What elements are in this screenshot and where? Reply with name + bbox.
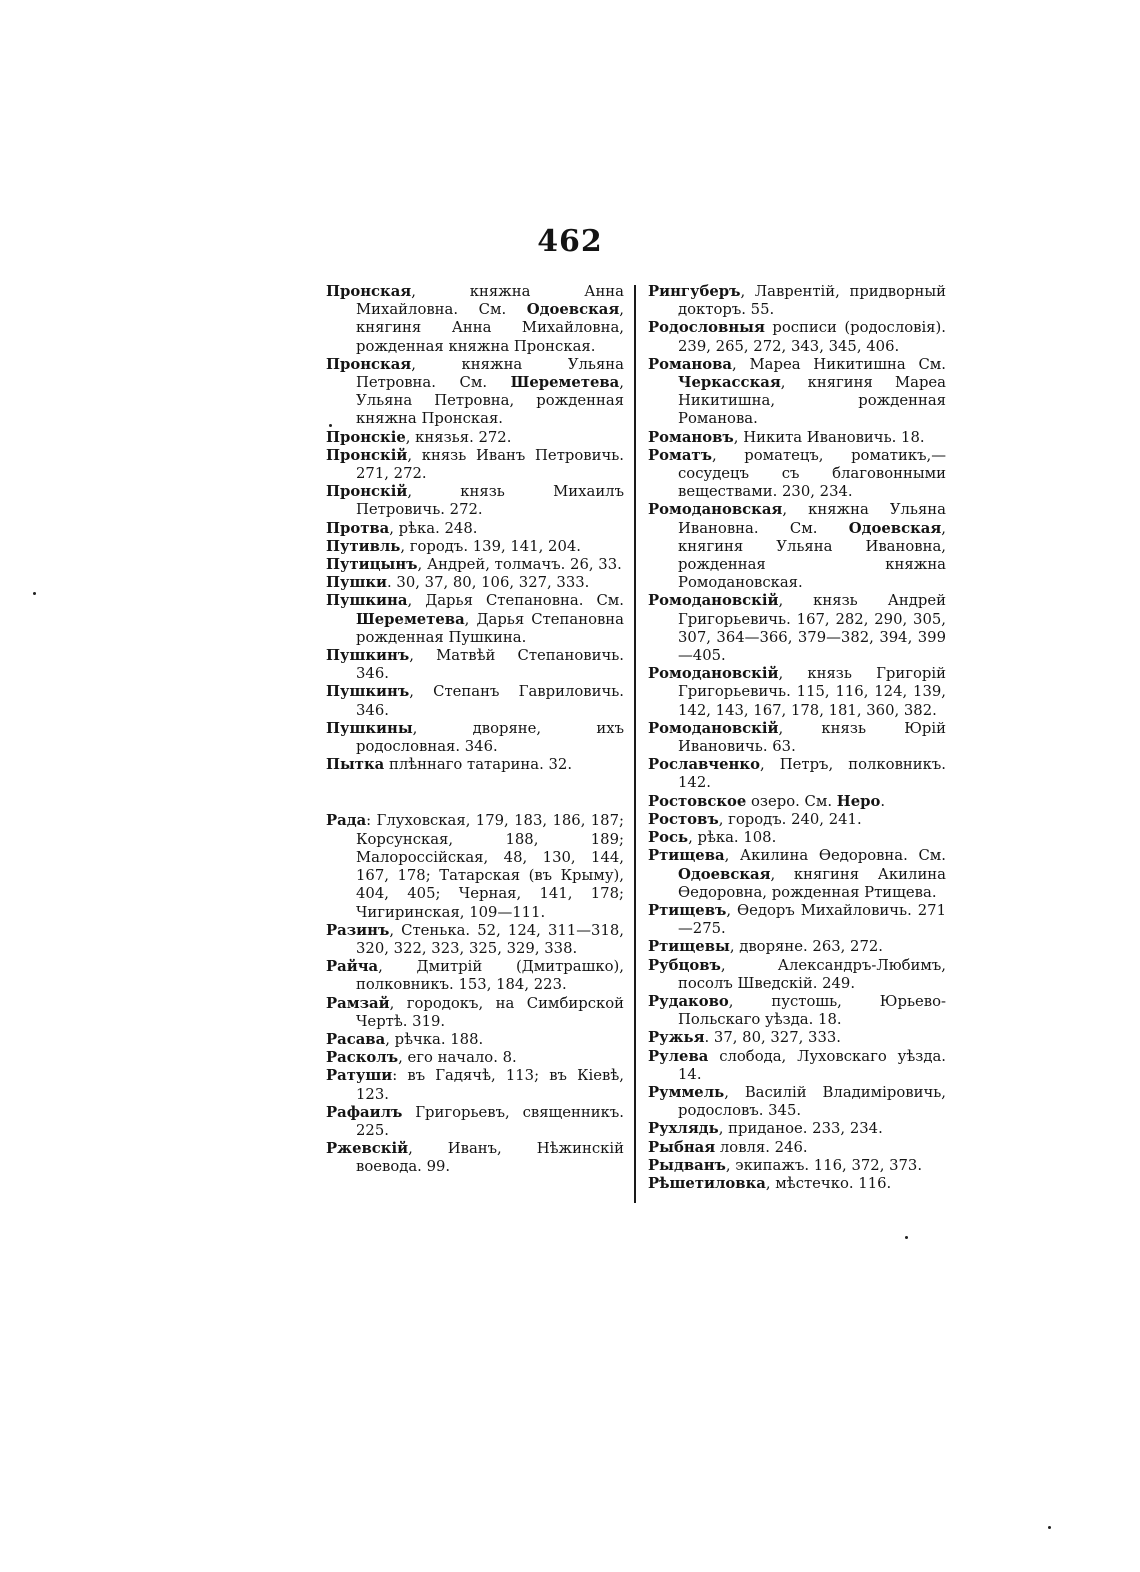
entry-cross-reference: Шереметева bbox=[510, 374, 620, 392]
entry-text: : Глуховская, 179, 183, 186, 187; Корсунская, 188, 189; Малороссійская, 48, 130, 144, 167, 178; Татарская (въ Крыму), 404, 405; Черная, 141, 178; Чигиринская, 109—111. bbox=[356, 812, 624, 921]
entry-headword: Пушкины bbox=[326, 719, 413, 737]
entry-text: , Ульяна Петровна, рожденная княжна Пронская. bbox=[356, 374, 624, 428]
index-entry bbox=[326, 922, 624, 958]
entry-text: , княгиня Ульяна Ивановна, рожденная княжна Ромодановская. bbox=[678, 519, 946, 592]
entry-text: , княжна Ульяна Ивановна. См. bbox=[678, 501, 946, 537]
entry-headword: Райча bbox=[326, 958, 379, 976]
entry-text: , Лаврентій, придворный докторъ. 55. bbox=[678, 283, 946, 319]
entry-headword: Рухлядь bbox=[648, 1120, 719, 1138]
index-entry bbox=[326, 812, 624, 921]
entry-text: , Дарья Степановна. См. bbox=[407, 592, 624, 610]
index-entry bbox=[326, 592, 624, 647]
entry-text: , рѣка. 248. bbox=[389, 519, 478, 537]
entry-headword: Ромодановскій bbox=[648, 719, 779, 737]
print-speck bbox=[33, 592, 36, 595]
index-entry bbox=[648, 356, 946, 429]
index-entry bbox=[648, 1139, 946, 1157]
entry-text: , Иванъ, Нѣжинскій воевода. 99. bbox=[356, 1140, 624, 1176]
entry-cross-reference: Одоевская bbox=[848, 519, 942, 537]
index-entry bbox=[326, 1049, 624, 1067]
entry-text: . bbox=[880, 792, 886, 810]
entry-text: , его начало. 8. bbox=[398, 1049, 517, 1067]
entry-text: , Стенька. 52, 124, 311—318, 320, 322, 323, 325, 329, 338. bbox=[356, 921, 624, 957]
index-entry bbox=[648, 993, 946, 1029]
entry-text: ловля. 246. bbox=[715, 1138, 808, 1156]
entry-headword: Родословныя bbox=[648, 319, 765, 337]
entry-headword: Ружья bbox=[648, 1029, 705, 1047]
index-entry bbox=[326, 1104, 624, 1140]
index-column-right bbox=[648, 283, 946, 1193]
entry-text: , Никита Ивановичь. 18. bbox=[733, 428, 925, 446]
entry-headword: Рубцовъ bbox=[648, 956, 721, 974]
entry-headword: Рулева bbox=[648, 1047, 709, 1065]
entry-text: . 37, 80, 327, 333. bbox=[704, 1029, 841, 1047]
entry-headword: Расава bbox=[326, 1030, 386, 1048]
index-entry bbox=[326, 283, 624, 356]
entry-text: , роматецъ, роматикъ,—сосудецъ съ благовонными веществами. 230, 234. bbox=[678, 446, 946, 501]
entry-text: , князья. 272. bbox=[405, 428, 512, 446]
entry-headword: Рада bbox=[326, 812, 367, 830]
index-entry bbox=[648, 1084, 946, 1120]
entry-headword: Пытка bbox=[326, 756, 385, 774]
entry-cross-reference: Одоевская bbox=[678, 865, 771, 883]
entry-text: , Мареа Никитишна См. bbox=[732, 355, 946, 373]
entry-headword: Ратуши bbox=[326, 1067, 393, 1085]
entry-headword: Ромодановскій bbox=[648, 592, 779, 610]
entry-headword: Рамзай bbox=[326, 994, 390, 1012]
index-entry bbox=[648, 501, 946, 592]
entry-headword: Ромодановскій bbox=[648, 665, 779, 683]
index-entry bbox=[648, 720, 946, 756]
entry-text: слобода, Луховскаго уѣзда. 14. bbox=[678, 1047, 946, 1083]
index-entry bbox=[648, 811, 946, 829]
entry-headword: Ртищева bbox=[648, 847, 725, 865]
entry-text: , рѣка. 108. bbox=[688, 829, 777, 847]
entry-text: , Дарья Степановна рожденная Пушкина. bbox=[356, 610, 624, 646]
entry-headword: Рингуберъ bbox=[648, 283, 741, 300]
index-entry bbox=[326, 756, 624, 774]
index-entry bbox=[326, 447, 624, 483]
entry-text: , Өедоръ Михайловичь. 271—275. bbox=[678, 901, 946, 938]
entry-headword: Рудаково bbox=[648, 992, 729, 1010]
index-entry bbox=[648, 665, 946, 720]
entry-headword: Рафаилъ bbox=[326, 1103, 403, 1121]
entry-text: , Степанъ Гавриловичь. 346. bbox=[356, 683, 624, 719]
index-entry bbox=[648, 1175, 946, 1193]
entry-headword: Ромодановская bbox=[648, 501, 783, 519]
index-entry bbox=[326, 356, 624, 429]
entry-text: , рѣчка. 188. bbox=[385, 1030, 484, 1048]
entry-headword: Пронскій bbox=[326, 446, 408, 464]
entry-headword: Ржевскій bbox=[326, 1140, 409, 1158]
index-entry bbox=[326, 683, 624, 719]
index-entry bbox=[648, 902, 946, 938]
entry-text: , дворяне. 263, 272. bbox=[729, 938, 883, 956]
entry-headword: Расколъ bbox=[326, 1049, 399, 1067]
entry-headword: Ртищевъ bbox=[648, 901, 727, 919]
entry-headword: Пронская bbox=[326, 355, 412, 373]
entry-text: , городъ. 240, 241. bbox=[718, 810, 862, 828]
index-entry bbox=[648, 957, 946, 993]
entry-text: , Дмитрій (Дмитрашко), полковникъ. 153, 184, 223. bbox=[356, 958, 624, 994]
entry-text: озеро. См. bbox=[746, 792, 837, 810]
entry-text: , князь Михаилъ Петровичь. 272. bbox=[356, 483, 624, 519]
index-entry bbox=[648, 1157, 946, 1175]
entry-headword: Рыдванъ bbox=[648, 1156, 726, 1174]
index-entry bbox=[326, 1031, 624, 1049]
entry-headword: Пронская bbox=[326, 283, 412, 300]
entry-headword: Путивль bbox=[326, 537, 401, 555]
entry-cross-reference: Одоевская bbox=[526, 301, 620, 319]
entry-headword: Ростовъ bbox=[648, 810, 719, 828]
entry-text: Григорьевъ, священникъ. 225. bbox=[356, 1103, 624, 1139]
index-entry bbox=[648, 793, 946, 811]
entry-text: , князь Григорій Григорьевичь. 115, 116, 124, 139, 142, 143, 167, 178, 181, 360, 382. bbox=[678, 665, 946, 719]
entry-text: , дворяне, ихъ родословная. 346. bbox=[356, 719, 624, 756]
index-entry bbox=[326, 995, 624, 1031]
index-entry bbox=[326, 520, 624, 538]
entry-headword: Рѣшетиловка bbox=[648, 1174, 766, 1192]
index-entry bbox=[648, 319, 946, 355]
entry-headword: Пушкинъ bbox=[326, 647, 410, 665]
entry-headword: Разинъ bbox=[326, 921, 390, 939]
entry-headword: Протва bbox=[326, 519, 390, 537]
entry-headword: Ртищевы bbox=[648, 938, 730, 956]
entry-headword: Романова bbox=[648, 355, 733, 373]
index-entry bbox=[648, 756, 946, 792]
entry-headword: Рославченко bbox=[648, 756, 760, 774]
entry-headword: Ростовское bbox=[648, 792, 747, 810]
index-entry bbox=[648, 1120, 946, 1138]
index-entry bbox=[648, 1048, 946, 1084]
index-entry bbox=[648, 447, 946, 502]
entry-headword: Пушкинъ bbox=[326, 683, 410, 701]
index-entry bbox=[648, 429, 946, 447]
index-entry bbox=[648, 829, 946, 847]
index-entry bbox=[326, 429, 624, 447]
entry-headword: Пушки bbox=[326, 574, 388, 592]
index-entry bbox=[648, 938, 946, 956]
entry-text: , княгиня Анна Михайловна, рожденная княжна Пронская. bbox=[356, 301, 624, 355]
entry-text: , Василій Владиміровичь, родословъ. 345. bbox=[678, 1083, 946, 1120]
entry-text: , городокъ, на Симбирской Чертѣ. 319. bbox=[356, 994, 624, 1030]
entry-text: росписи (родословія). 239, 265, 272, 343, 345, 406. bbox=[678, 319, 946, 355]
entry-text: , Акилина Өедоровна. См. bbox=[724, 847, 946, 865]
entry-headword: Руммель bbox=[648, 1083, 725, 1101]
entry-headword: Пронскій bbox=[326, 483, 408, 501]
index-entry bbox=[326, 1067, 624, 1103]
entry-text: , экипажъ. 116, 372, 373. bbox=[725, 1156, 923, 1174]
entry-headword: Пронскіе bbox=[326, 428, 406, 446]
section-break bbox=[326, 774, 624, 812]
entry-text: , Петръ, полковникъ. 142. bbox=[678, 756, 946, 792]
print-speck bbox=[329, 424, 332, 427]
entry-cross-reference: Неро bbox=[836, 792, 881, 810]
index-entry bbox=[648, 592, 946, 665]
entry-text: , Александръ-Любимъ, посолъ Шведскій. 249. bbox=[678, 956, 946, 992]
index-entry bbox=[326, 538, 624, 556]
entry-text: , мѣстечко. 116. bbox=[765, 1174, 892, 1192]
index-entry bbox=[648, 1029, 946, 1047]
index-entry bbox=[648, 283, 946, 319]
entry-text: , князь Андрей Григорьевичь. 167, 282, 290, 305, 307, 364—366, 379—382, 394, 399—405. bbox=[678, 592, 946, 665]
index-entry bbox=[326, 1140, 624, 1176]
index-entry bbox=[326, 720, 624, 756]
entry-text: , княжна Анна Михайловна. См. bbox=[356, 283, 624, 319]
entry-headword: Роматъ bbox=[648, 446, 712, 464]
print-speck bbox=[1048, 1526, 1051, 1529]
entry-text: . 30, 37, 80, 106, 327, 333. bbox=[387, 574, 590, 592]
entry-headword: Рось bbox=[648, 829, 689, 847]
entry-headword: Пушкина bbox=[326, 592, 408, 610]
index-entry bbox=[326, 647, 624, 683]
entry-text: , княгиня Мареа Никитишна, рожденная Романова. bbox=[678, 374, 946, 428]
entry-headword: Романовъ bbox=[648, 428, 734, 446]
entry-text: : въ Гадячѣ, 113; въ Кіевѣ, 123. bbox=[356, 1067, 624, 1103]
entry-text: , Андрей, толмачъ. 26, 33. bbox=[417, 556, 622, 574]
entry-text: , пустошь, Юрьево-Польскаго уѣзда. 18. bbox=[678, 992, 946, 1029]
entry-text: , Матвѣй Степановичь. 346. bbox=[356, 647, 624, 683]
index-entry bbox=[648, 847, 946, 902]
index-entry bbox=[326, 574, 624, 592]
entry-cross-reference: Черкасская bbox=[678, 374, 781, 392]
index-entry bbox=[326, 556, 624, 574]
column-divider bbox=[634, 285, 636, 1203]
print-speck bbox=[905, 1236, 908, 1239]
entry-text: , городъ. 139, 141, 204. bbox=[400, 537, 581, 555]
entry-text: , княжна Ульяна Петровна. См. bbox=[356, 355, 624, 392]
entry-text: , князь Юрій Ивановичь. 63. bbox=[678, 719, 946, 756]
entry-text: , князь Иванъ Петровичь. 271, 272. bbox=[356, 446, 624, 483]
entry-headword: Путицынъ bbox=[326, 556, 418, 574]
page-number: 462 bbox=[537, 224, 603, 259]
entry-text: плѣннаго татарина. 32. bbox=[384, 756, 573, 774]
entry-text: , княгиня Акилина Өедоровна, рожденная Ртищева. bbox=[678, 865, 946, 901]
entry-cross-reference: Шереметева bbox=[356, 610, 465, 628]
index-entry bbox=[326, 483, 624, 519]
entry-text: , приданое. 233, 234. bbox=[718, 1120, 883, 1138]
entry-headword: Рыбная bbox=[648, 1138, 716, 1156]
index-column-left bbox=[326, 283, 624, 1177]
index-entry bbox=[326, 958, 624, 994]
